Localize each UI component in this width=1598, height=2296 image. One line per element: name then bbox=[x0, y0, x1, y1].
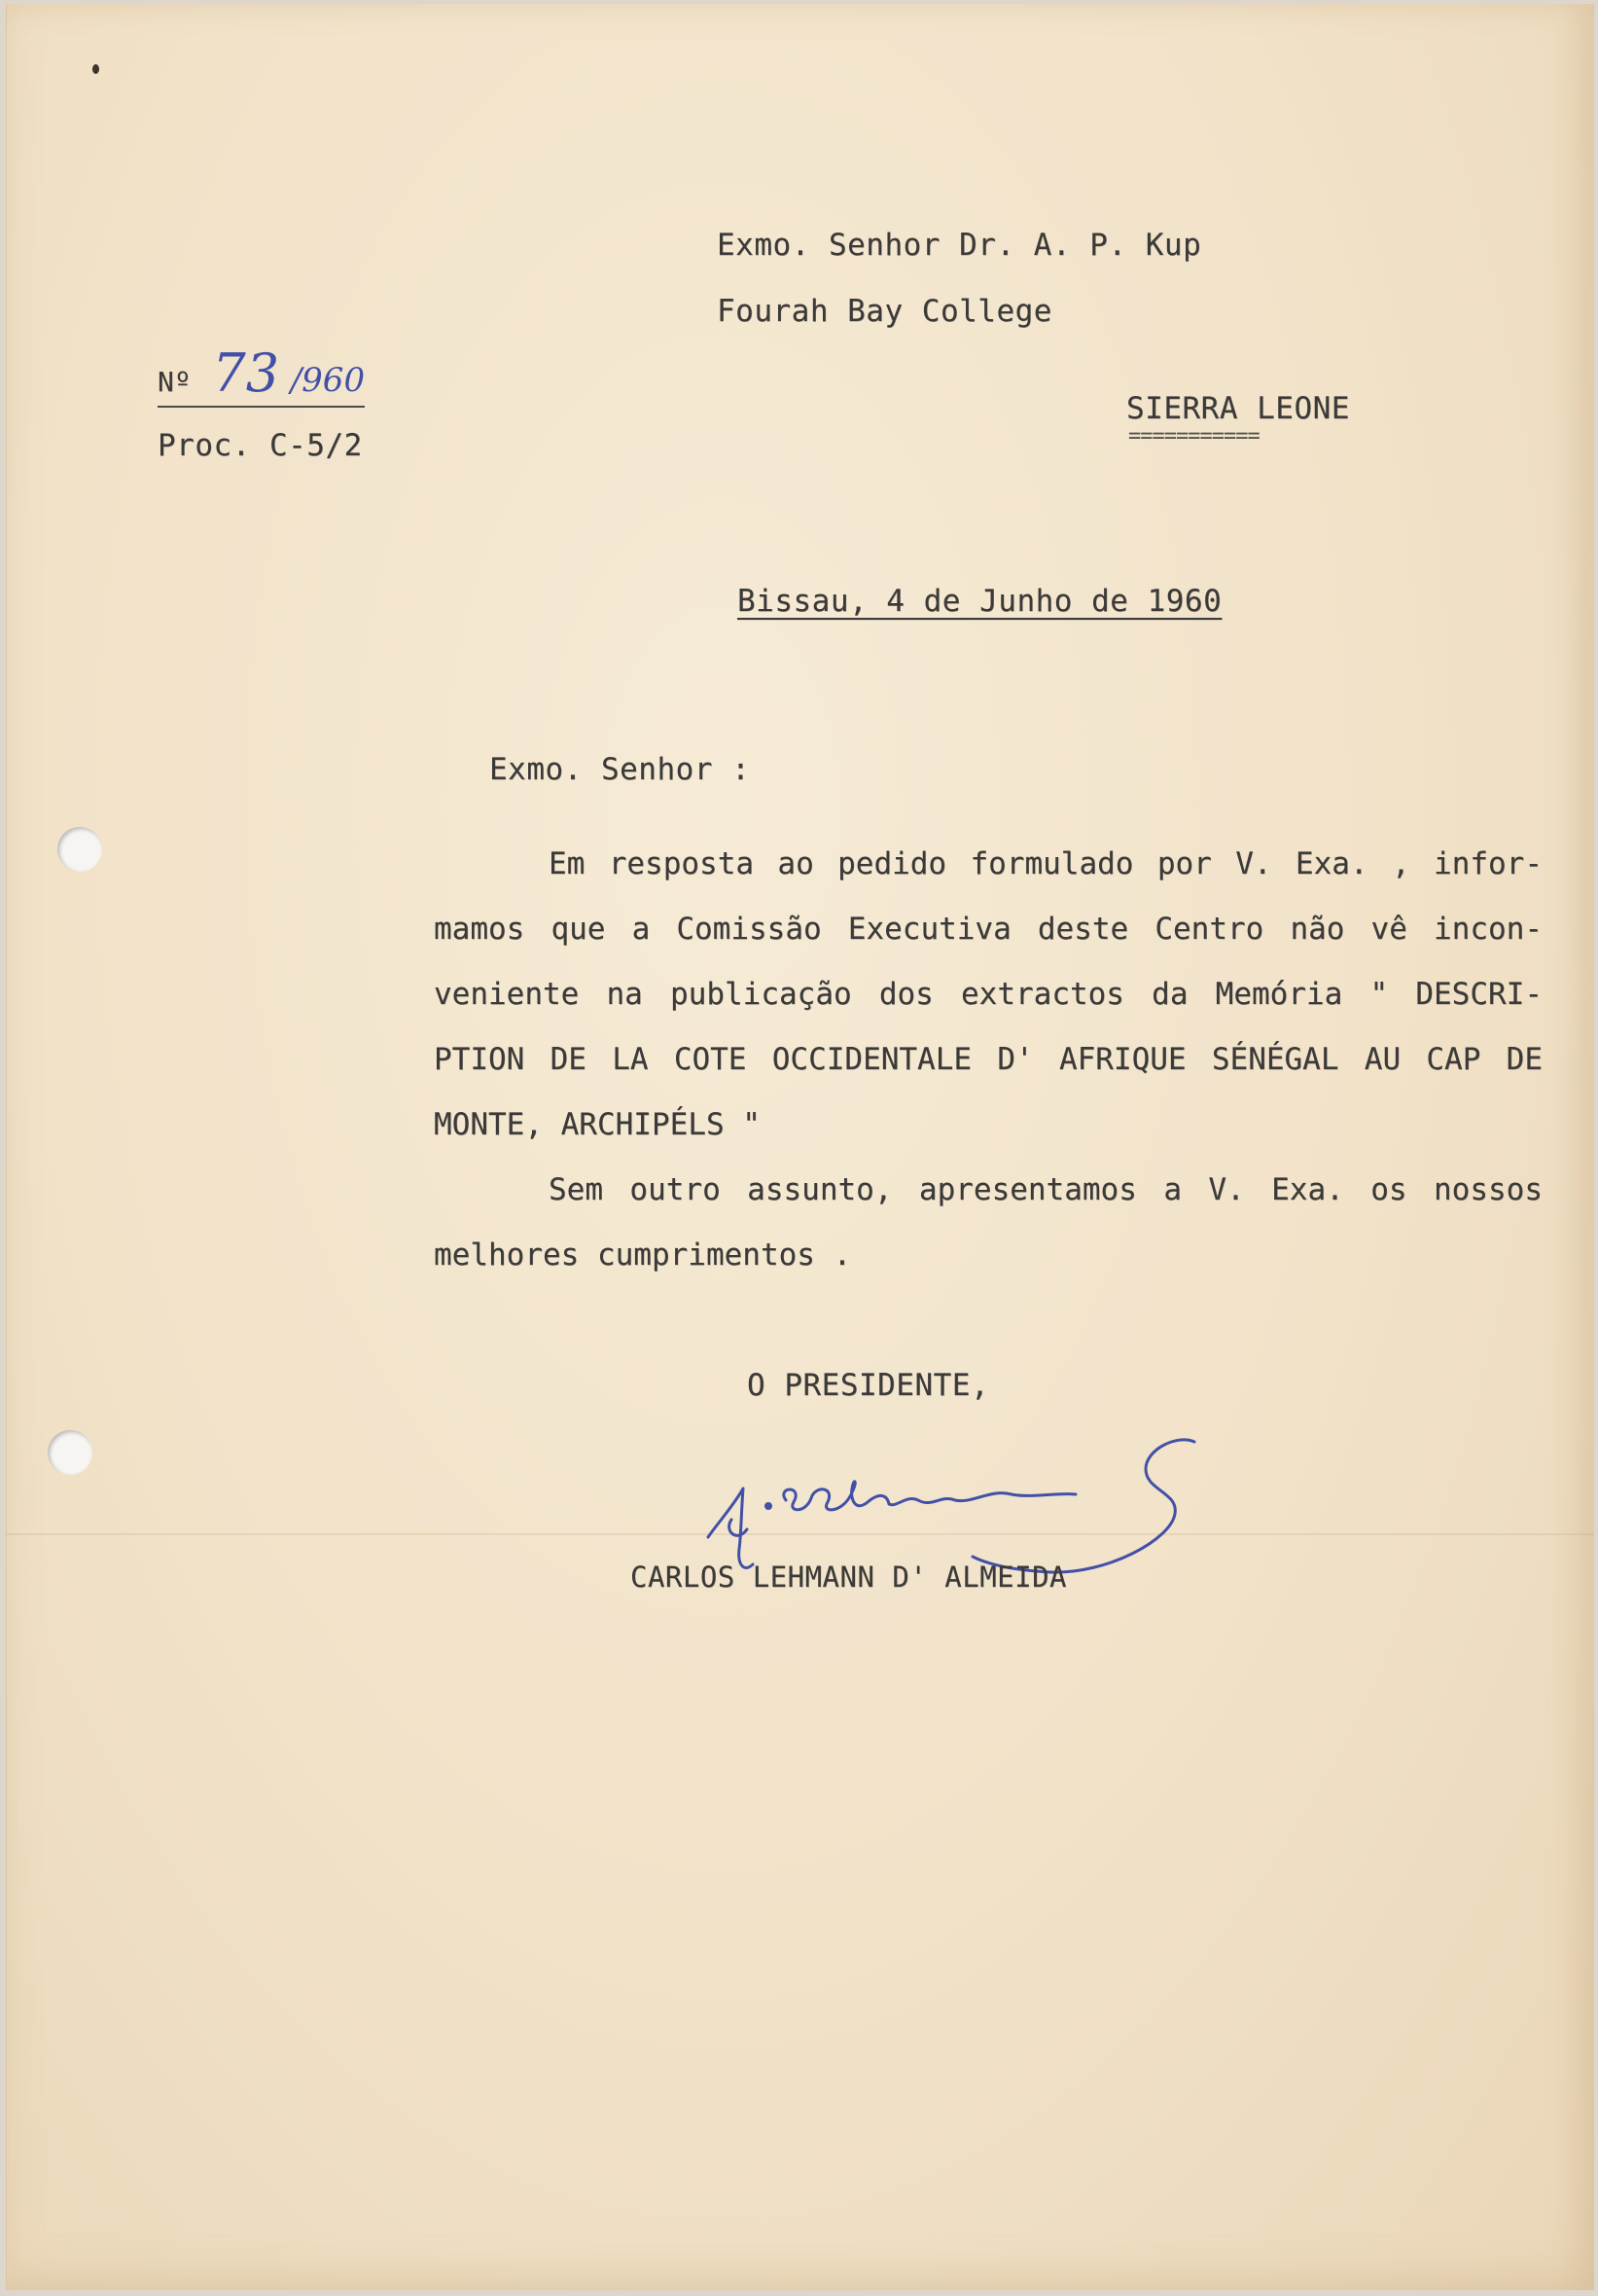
number-prefix: Nº bbox=[158, 366, 192, 398]
body-line: mamos que a Comissão Executiva deste Centro não vê incon- bbox=[434, 912, 1543, 947]
process-reference: Proc. C-5/2 bbox=[158, 428, 363, 463]
body-line: Sem outro assunto, apresentamos a V. Exa. os nossos bbox=[549, 1172, 1543, 1207]
recipient-country: SIERRA LEONE bbox=[1126, 391, 1350, 426]
signer-name: CARLOS LEHMANN D' ALMEIDA bbox=[630, 1561, 1067, 1594]
date-line: Bissau, 4 de Junho de 1960 bbox=[737, 584, 1223, 619]
punch-hole-bottom bbox=[48, 1430, 92, 1475]
handwritten-number: 73 bbox=[212, 342, 280, 404]
body-line: melhores cumprimentos . bbox=[434, 1238, 852, 1273]
salutation: Exmo. Senhor : bbox=[489, 752, 751, 787]
number-suffix: /960 bbox=[290, 361, 366, 400]
reference-number bbox=[158, 342, 365, 408]
closing-title: O PRESIDENTE, bbox=[747, 1368, 990, 1403]
recipient-line-2: Fourah Bay College bbox=[717, 294, 1052, 329]
body-line: veniente na publicação dos extractos da Memória " DESCRI- bbox=[434, 977, 1543, 1012]
body-line: Em resposta ao pedido formulado por V. Exa. , infor- bbox=[549, 846, 1543, 881]
punch-hole-top bbox=[57, 827, 102, 872]
recipient-line-1: Exmo. Senhor Dr. A. P. Kup bbox=[717, 228, 1202, 263]
country-underline: =========== bbox=[1128, 424, 1260, 448]
ink-speck bbox=[92, 64, 99, 74]
body-line: MONTE, ARCHIPÉLS " bbox=[434, 1107, 761, 1142]
body-line: PTION DE LA COTE OCCIDENTALE D' AFRIQUE SÉNÉGAL AU CAP DE bbox=[434, 1042, 1543, 1077]
